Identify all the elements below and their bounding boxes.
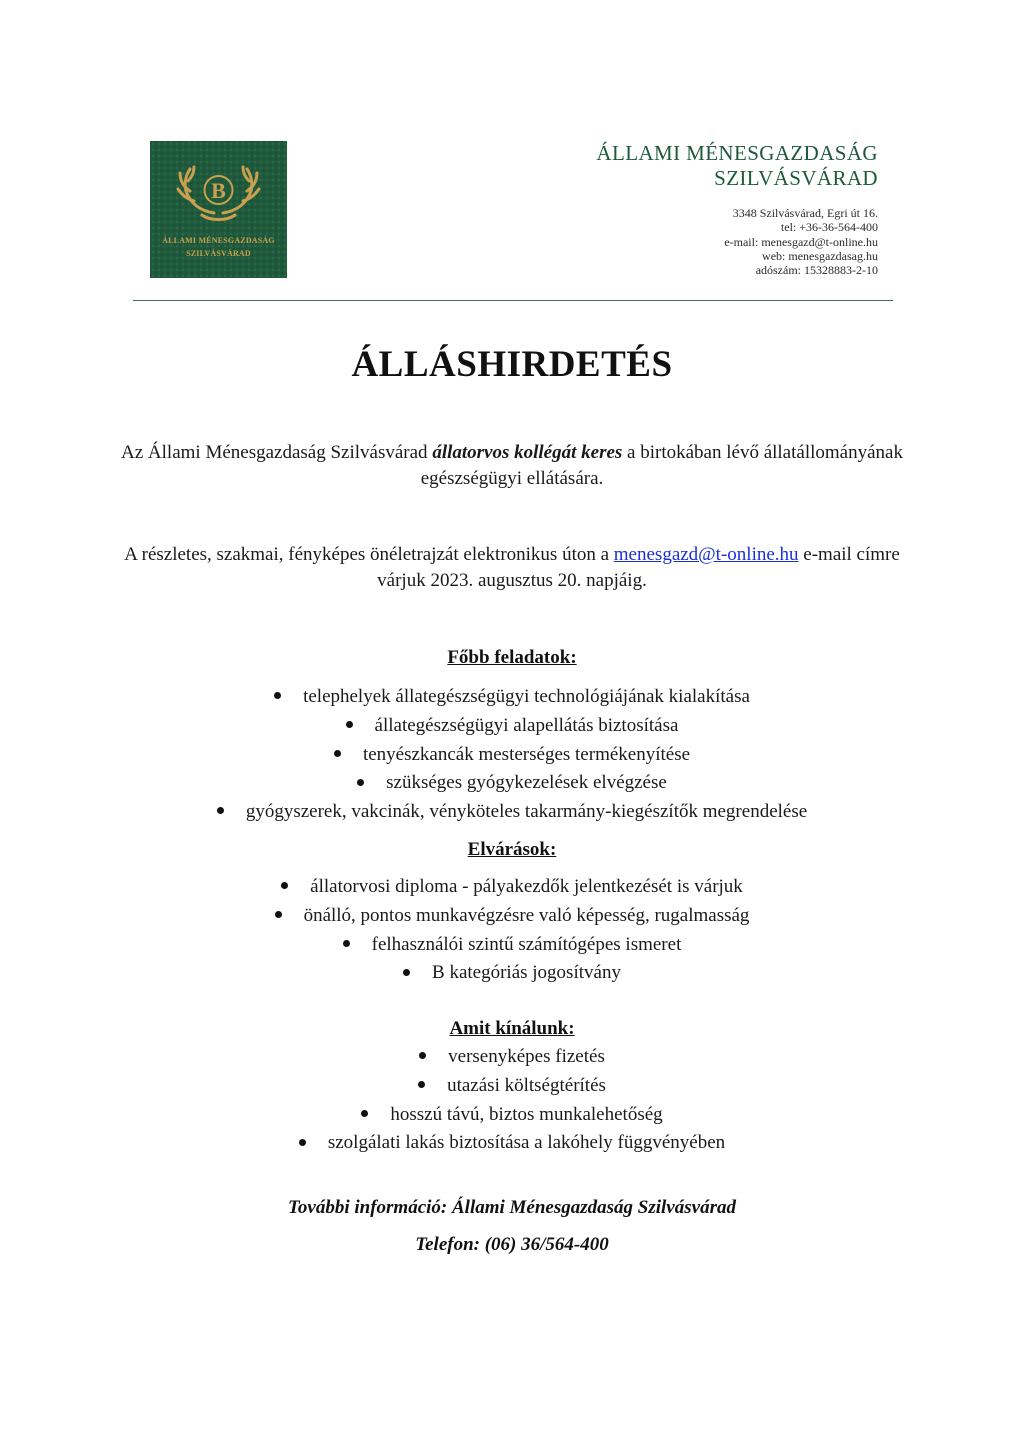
list-item-text: utazási költségtérítés: [447, 1074, 606, 1096]
bullet-icon: [403, 969, 410, 976]
intro-text-after: a birtokában lévő állatállományának egészségügyi ellátására.: [420, 442, 903, 489]
contact-phone: tel: +36-36-564-400: [780, 220, 878, 235]
list-item-text: állategészségügyi alapellátás biztosítása: [374, 714, 679, 736]
list-item: [0, 741, 1024, 770]
list-item: [0, 712, 1024, 741]
list-item-text: B kategóriás jogosítvány: [432, 962, 621, 984]
contact-address: 3348 Szilvásvárad, Egri út 16.: [732, 206, 878, 220]
list-item: [0, 1043, 1024, 1072]
bullet-icon: [334, 750, 341, 757]
list-item: [0, 1072, 1024, 1101]
list-item-text: önálló, pontos munkavégzésre való képesség, rugalmasság: [303, 904, 750, 926]
list-item-text: hosszú távú, biztos munkalehetőség: [390, 1103, 663, 1125]
list-item: [0, 798, 1024, 827]
organization-name-line-1: ÁLLAMI MÉNESGAZDASÁG: [596, 141, 878, 165]
list-item-text: felhasználói szintű számítógépes ismeret: [371, 933, 682, 955]
contact-web: web: menesgazdasag.hu: [762, 248, 878, 263]
bullet-icon: [419, 1052, 426, 1059]
list-item: [0, 683, 1024, 712]
application-text-before: A részletes, szakmai, fényképes önéletrajzát elektronikus úton a: [124, 544, 614, 565]
list-item-text: szolgálati lakás biztosítása a lakóhely függvényében: [327, 1132, 726, 1154]
offer-heading: Amit kínálunk:: [449, 1018, 575, 1039]
logo-line-2: SZILVÁSVÁRAD: [186, 249, 251, 258]
email-link[interactable]: menesgazd@t-online.hu: [613, 544, 799, 565]
contact-email: e-mail: menesgazd@t-online.hu: [724, 234, 878, 249]
list-item-text: állatorvosi diploma - pályakezdők jelentkezését is várjuk: [310, 876, 743, 897]
list-item: [0, 931, 1024, 960]
contact-block: [724, 206, 878, 277]
list-item-text: szükséges gyógykezelések elvégzése: [386, 772, 667, 794]
list-item-text: tenyészkancák mesterséges termékenyítése: [362, 743, 691, 765]
bullet-icon: [343, 940, 350, 947]
contact-tax-number: adószám: 15328883-2-10: [755, 263, 878, 278]
footer-phone: Telefon: (06) 36/564-400: [415, 1234, 609, 1255]
intro-text-before: Az Állami Ménesgazdaság Szilvásvárad: [121, 442, 433, 463]
header-divider: [133, 300, 893, 301]
list-item-text: telephelyek állategészségügyi technológiájának kialakítása: [303, 686, 750, 707]
intro-highlight: állatorvos kollégát keres: [432, 442, 623, 463]
footer-info: További információ: Állami Ménesgazdaság Szilvásvárad: [288, 1197, 736, 1218]
list-item-text: versenyképes fizetés: [448, 1046, 605, 1067]
bullet-icon: [299, 1139, 306, 1146]
requirements-heading: Elvárások:: [467, 839, 557, 860]
bullet-icon: [361, 1110, 368, 1117]
list-item: [0, 873, 1024, 902]
tasks-list: [0, 683, 1024, 827]
list-item: [0, 902, 1024, 931]
logo-line-1: ÁLLAMI MÉNESGAZDASÁG: [162, 236, 275, 245]
page-title: ÁLLÁSHIRDETÉS: [351, 344, 673, 385]
application-paragraph: [120, 542, 904, 594]
bullet-icon: [346, 721, 353, 728]
bullet-icon: [275, 911, 282, 918]
list-item: [0, 1129, 1024, 1158]
list-item: [0, 769, 1024, 798]
organization-name-line-2: SZILVÁSVÁRAD: [714, 166, 878, 190]
organization-name: [596, 141, 878, 191]
bullet-icon: [281, 882, 288, 889]
list-item: [0, 959, 1024, 988]
emblem-letter: B: [211, 178, 226, 203]
offer-list: [0, 1043, 1024, 1158]
bullet-icon: [418, 1081, 425, 1088]
list-item-text: gyógyszerek, vakcinák, vényköteles takarmány-kiegészítők megrendelése: [245, 801, 808, 823]
bullet-icon: [357, 779, 364, 786]
bullet-icon: [217, 807, 224, 814]
application-text-after: e-mail címre várjuk 2023. augusztus 20. napjáig.: [377, 544, 900, 591]
requirements-list: [0, 873, 1024, 988]
bullet-icon: [274, 692, 281, 699]
list-item: [0, 1101, 1024, 1130]
organization-logo: [150, 141, 287, 278]
intro-paragraph: [120, 440, 904, 492]
tasks-heading: Főbb feladatok:: [447, 647, 577, 668]
